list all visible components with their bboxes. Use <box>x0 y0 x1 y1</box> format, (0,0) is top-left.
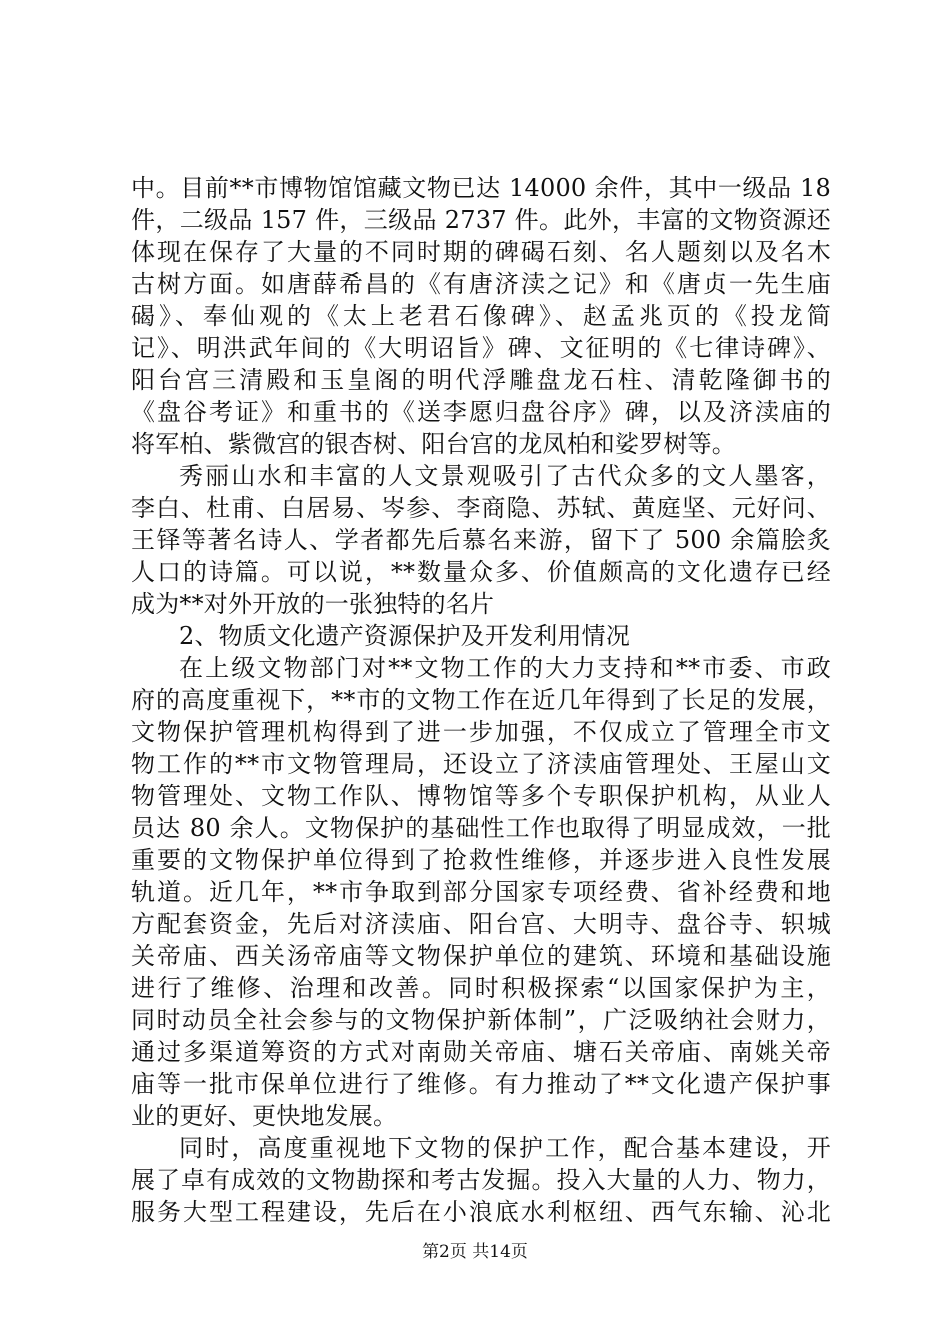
text-line: 《盘谷考证》和重书的《送李愿归盘谷序》碑，以及济渎庙的 <box>131 398 831 426</box>
text-line: 重要的文物保护单位得到了抢救性维修，并逐步进入良性发展 <box>131 846 831 874</box>
text-line: 服务大型工程建设，先后在小浪底水利枢纽、西气东输、沁北 <box>131 1198 831 1226</box>
text-line: 文物保护管理机构得到了进一步加强，不仅成立了管理全市文 <box>131 718 831 746</box>
text-line: 中。目前**市博物馆馆藏文物已达 14000 余件，其中一级品 18 <box>131 174 831 202</box>
text-line: 将军柏、紫微宫的银杏树、阳台宫的龙凤柏和娑罗树等。 <box>131 430 736 458</box>
text-line: 物工作的**市文物管理局，还设立了济渎庙管理处、王屋山文 <box>131 750 831 778</box>
text-line: 方配套资金，先后对济渎庙、阳台宫、大明寺、盘谷寺、轵城 <box>131 910 831 938</box>
text-line: 关帝庙、西关汤帝庙等文物保护单位的建筑、环境和基础设施 <box>131 942 831 970</box>
text-line: 进行了维修、治理和改善。同时积极探索“以国家保护为主， <box>131 974 831 1002</box>
text-line: 体现在保存了大量的不同时期的碑碣石刻、名人题刻以及名木 <box>131 238 831 266</box>
text-line: 王铎等著名诗人、学者都先后慕名来游，留下了 500 余篇脍炙 <box>131 526 831 554</box>
text-line: 阳台宫三清殿和玉皇阁的明代浮雕盘龙石柱、清乾隆御书的 <box>131 366 831 394</box>
page-number-footer: 第2页 共14页 <box>422 1242 528 1262</box>
text-line: 庙等一批市保单位进行了维修。有力推动了**文化遗产保护事 <box>131 1070 831 1098</box>
text-line: 员达 80 余人。文物保护的基础性工作也取得了明显成效，一批 <box>131 814 831 842</box>
text-line: 通过多渠道筹资的方式对南勋关帝庙、塘石关帝庙、南姚关帝 <box>131 1038 831 1066</box>
text-line: 古树方面。如唐薛希昌的《有唐济渎之记》和《唐贞一先生庙 <box>131 270 831 298</box>
text-line: 展了卓有成效的文物勘探和考古发掘。投入大量的人力、物力， <box>131 1166 831 1194</box>
text-line: 业的更好、更快地发展。 <box>131 1102 398 1130</box>
text-line: 碣》、奉仙观的《太上老君石像碑》、赵孟兆页的《投龙简 <box>131 302 831 330</box>
text-line: 府的高度重视下，**市的文物工作在近几年得到了长足的发展， <box>131 686 831 714</box>
text-line: 件，二级品 157 件，三级品 2737 件。此外，丰富的文物资源还 <box>131 206 831 234</box>
text-line: 秀丽山水和丰富的人文景观吸引了古代众多的文人墨客， <box>179 462 831 490</box>
text-line: 在上级文物部门对**文物工作的大力支持和**市委、市政 <box>179 654 831 682</box>
text-line: 同时动员全社会参与的文物保护新体制”，广泛吸纳社会财力， <box>131 1006 831 1034</box>
text-line: 人口的诗篇。可以说，**数量众多、价值颇高的文化遗存已经 <box>131 558 831 586</box>
text-line: 成为**对外开放的一张独特的名片 <box>131 590 495 618</box>
text-line: 李白、杜甫、白居易、岑参、李商隐、苏轼、黄庭坚、元好问、 <box>131 494 831 522</box>
section-heading: 2、物质文化遗产资源保护及开发利用情况 <box>179 622 631 650</box>
body-text <box>131 172 831 1228</box>
text-line: 记》、明洪武年间的《大明诏旨》碑、文征明的《七律诗碑》、 <box>131 334 831 362</box>
text-line: 物管理处、文物工作队、博物馆等多个专职保护机构，从业人 <box>131 782 831 810</box>
text-line: 轨道。近几年，**市争取到部分国家专项经费、省补经费和地 <box>131 878 831 906</box>
text-line: 同时，高度重视地下文物的保护工作，配合基本建设，开 <box>179 1134 831 1162</box>
